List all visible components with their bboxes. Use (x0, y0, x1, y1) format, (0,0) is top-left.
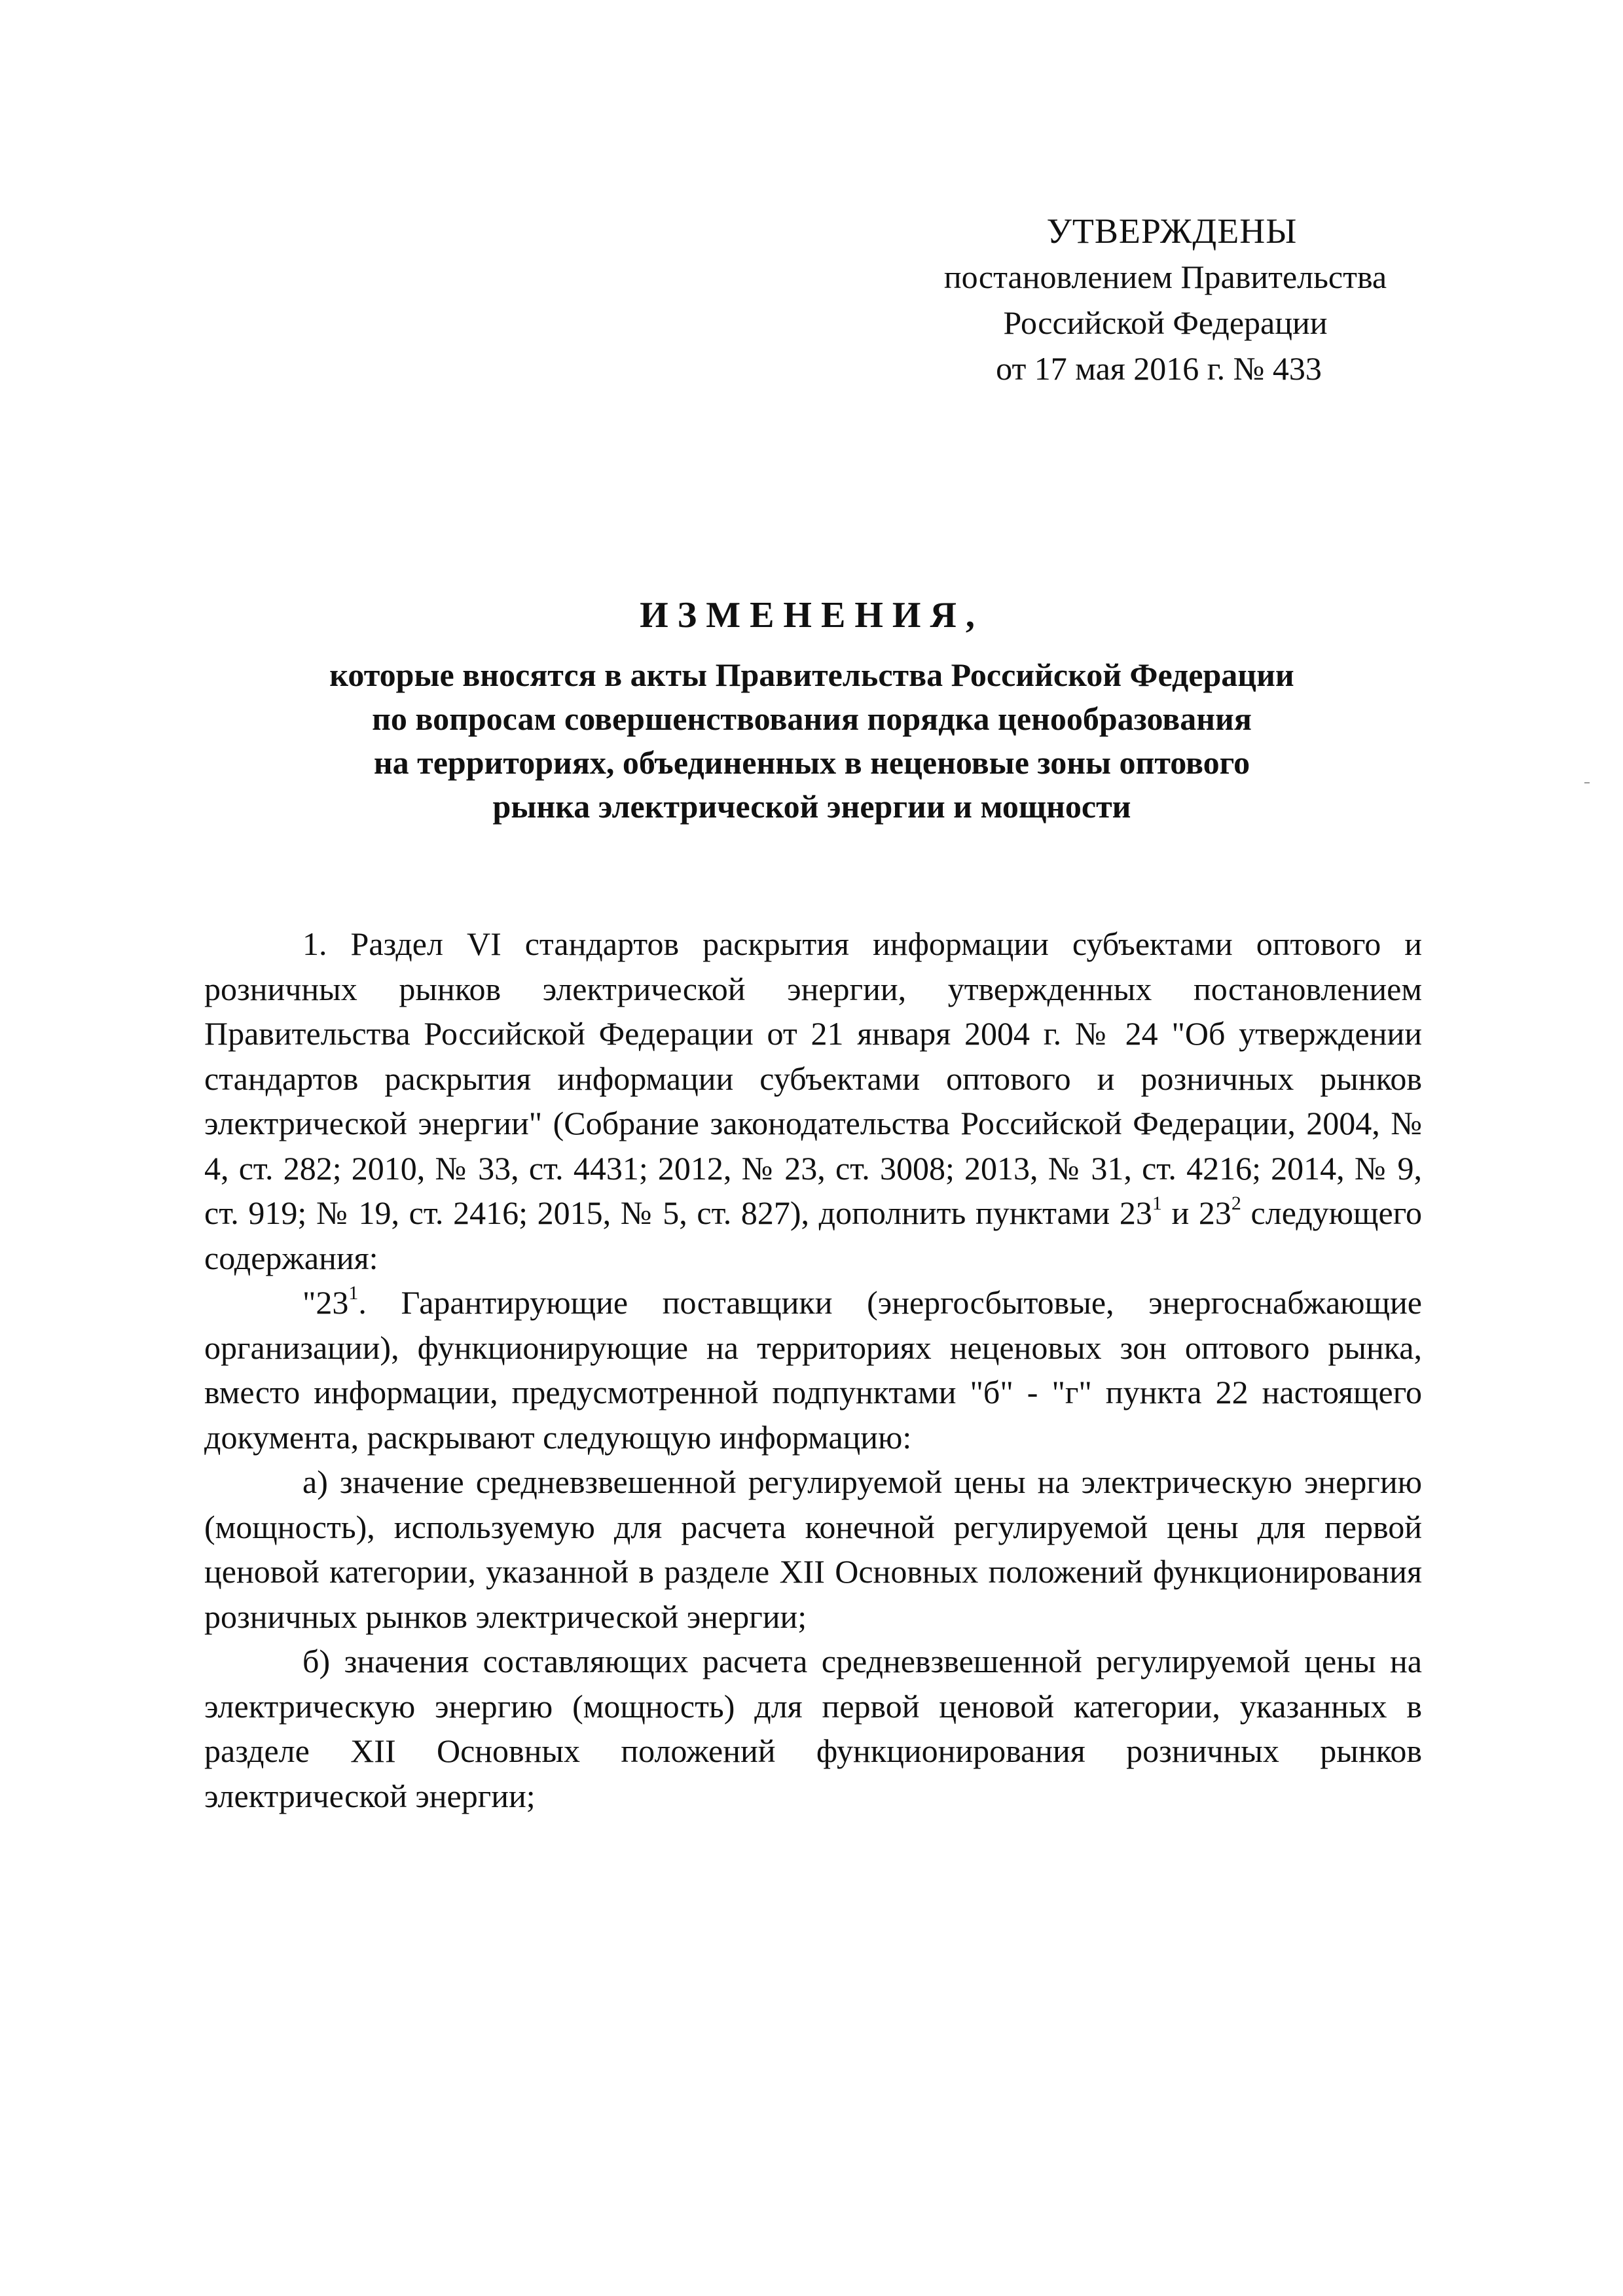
approval-line-1: постановлением Правительства (943, 259, 1387, 295)
document-title: ИЗМЕНЕНИЯ, (640, 595, 984, 636)
document-body (204, 922, 1422, 1818)
subtitle-line-4: рынка электрической энергии и мощности (492, 788, 1131, 825)
superscript-1: 1 (1152, 1193, 1162, 1214)
superscript-3: 1 (348, 1282, 359, 1304)
subtitle-line-3: на территориях, объединенных в неценовые зоны оптового (373, 744, 1250, 781)
margin-mark (1584, 782, 1590, 783)
paragraph-2-text: . Гарантирующие поставщики (энергосбытовые, энергоснабжающие организации), функционирующие на территориях неценовых зон оптового рынка, вместо информации, предусмотренной подпунктами "б" - "г" пункта 22 настоящего документа, раскрывают следующую информацию: (204, 1284, 1422, 1456)
paragraph-1 (204, 922, 1422, 1280)
approval-title: УТВЕРЖДЕНЫ (1046, 211, 1298, 251)
document-subtitle (196, 653, 1427, 829)
subtitle-line-1: которые вносятся в акты Правительства Российской Федерации (329, 656, 1294, 693)
paragraph-1-text: 1. Раздел VI стандартов раскрытия информации субъектами оптового и розничных рынков электрической энергии, утвержденных постановлением Правительства Российской Федерации от 21 января 2004 г. № 24 "Об утверждении стандартов раскрытия информации субъектами оптового и розничных рынков электрической энергии" (Собрание законодательства Российской Федерации, 2004, № 4, ст. 282; 2010, № 33, ст. 4431; 2012, № 23, ст. 3008; 2013, № 31, ст. 4216; 2014, № 9, ст. 919; № 19, ст. 2416; 2015, № 5, ст. 827), дополнить пунктами 23 (204, 925, 1422, 1231)
document-heading (196, 589, 1427, 829)
superscript-2: 2 (1231, 1193, 1241, 1214)
paragraph-3: а) значение средневзвешенной регулируемой цены на электрическую энергию (мощность), используемую для расчета конечной регулируемой цены для первой ценовой категории, указанной в разделе XII Основных положений функционирования розничных рынков электрической энергии; (204, 1463, 1422, 1635)
approval-stamp (890, 208, 1440, 391)
paragraph-1-end: следующего содержания: (204, 1194, 1422, 1276)
paragraph-1-and: и 23 (1161, 1194, 1231, 1231)
paragraph-2-number: "23 (302, 1284, 349, 1321)
subtitle-line-2: по вопросам совершенствования порядка ценообразования (372, 700, 1252, 737)
paragraph-2 (204, 1280, 1422, 1460)
paragraph-4: б) значения составляющих расчета средневзвешенной регулируемой цены на электрическую энергию (мощность) для первой ценовой категории, указанных в разделе XII Основных положений функционирования розничных рынков электрической энергии; (204, 1643, 1422, 1814)
approval-date-number: от 17 мая 2016 г. № 433 (996, 350, 1322, 387)
approval-line-2: Российской Федерации (1003, 304, 1328, 341)
